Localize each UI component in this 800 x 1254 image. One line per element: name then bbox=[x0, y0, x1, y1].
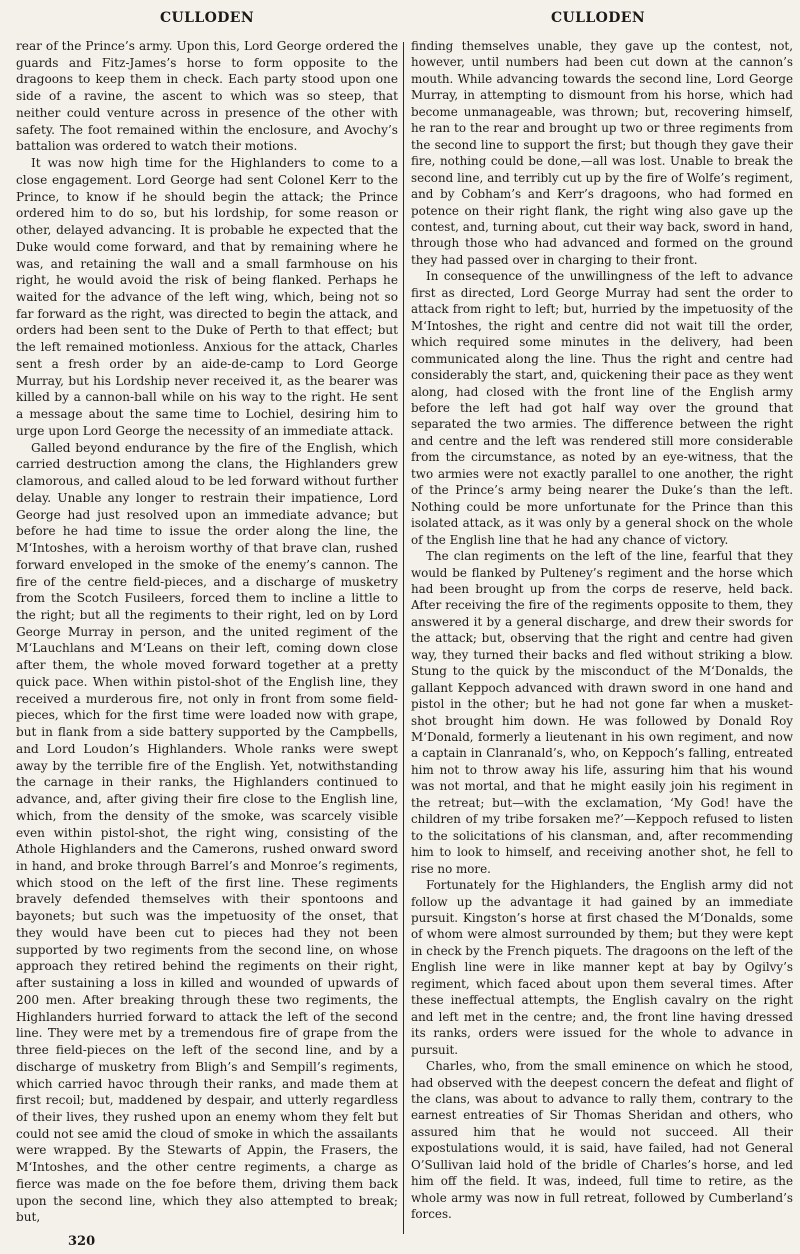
paragraph: finding themselves unable, they gave up the contest, not, however, until numbers had been cut down at the cannon’s mouth. While advancing towards the second line, Lord George Murray, in attempting to dismount from his horse, which had become unmanageable, was thrown; but, recovering himself, he ran to the rear and brought up two or three regiments from the second line to support the first; but though they gave their fire, nothing could be done,—all was lost. Unable to break the second line, and terribly cut up by the fire of Wolfe’s regiment, and by Cobham’s and Kerr’s dragoons, who had formed en potence on their right flank, the right wing also gave up the contest, and, turning about, cut their way back, sword in hand, through those who had advanced and formed on the ground they had passed over in charging to their front. bbox=[411, 39, 793, 267]
running-head-left: CULLODEN bbox=[160, 10, 255, 26]
paragraph: Charles, who, from the small eminence on which he stood, had observed with the deepest concern the defeat and flight of the clans, was about to advance to rally them, contrary to the earnest entreaties of Sir Thomas Sheridan and others, who assured him that he would not succeed. All their expostulations would, it is said, have failed, had not General O’Sullivan laid hold of the bridle of Charles’s horse, and led him off the field. It was, indeed, full time to retire, as the whole army was now in full retreat, followed by Cumberland’s forces. bbox=[411, 1059, 793, 1222]
paragraph: Galled beyond endurance by the fire of the English, which carried destruction among the clans, the Highlanders grew clamorous, and called aloud to be led forward without further delay. Unable any longer to restrain their impatience, Lord George had just resolved upon an immediate advance; but before he had time to issue the order along the line, the M‘Intoshes, with a heroism worthy of that brave clan, rushed forward enveloped in the smoke of the enemy’s cannon. The fire of the centre field-pieces, and a discharge of musketry from the Scotch Fusileers, forced them to incline a little to the right; but all the regiments to their right, led on by Lord George Murray in person, and the united regiment of the M‘Lauchlans and M‘Leans on their left, coming down close after them, the whole moved forward together at a pretty quick pace. When within pistol-shot of the English line, they received a murderous fire, not only in front from some field-pieces, which for the first time were loaded now with grape, but in flank from a side battery supported by the Campbells, and Lord Loudon’s Highlanders. Whole ranks were swept away by the terrible fire of the English. Yet, notwithstanding the carnage in their ranks, the Highlanders continued to advance, and, after giving their fire close to the English line, which, from the density of the smoke, was scarcely visible even within pistol-shot, the right wing, consisting of the Athole Highlanders and the Camerons, rushed onward sword in hand, and broke through Barrel’s and Monroe’s regiments, which stood on the left of the first line. These regiments bravely defended themselves with their spontoons and bayonets; but such was the impetuosity of the onset, that they would have been cut to pieces had they not been supported by two regiments from the second line, on whose approach they retired behind the regiments on their right, after sustaining a loss in killed and wounded of upwards of 200 men. After breaking through these two regiments, the Highlanders hurried forward to attack the left of the second line. They were met by a tremendous fire of grape from the three field-pieces on the left of the second line, and by a discharge of musketry from Bligh’s and Sempill’s regiments, which carried havoc through their ranks, and made them at first recoil; but, maddened by despair, and utterly regardless of their lives, they rushed upon an enemy whom they felt but could not see amid the cloud of smoke in which the assailants were wrapped. By the Stewarts of Appin, the Frasers, the M‘Intoshes, and the other centre regiments, a charge as fierce was made on the foe before them, driving them back upon the second line, which they also attempted to break; but, bbox=[16, 440, 398, 1225]
page-number: 320 bbox=[68, 1234, 96, 1249]
paragraph: In consequence of the unwillingness of the left to advance first as directed, Lord George Murray had sent the order to attack from right to left; but, hurried by the impetuosity of the M‘Intoshes, the right and centre did not wait till the order, which required some minutes in the delivery, had been communicated along the line. Thus the right and centre had considerably the start, and, quickening their pace as they went along, had closed with the front line of the English army before the left had got half way over the ground that separated the two armies. The difference between the right and centre and the left was rendered still more considerable from the circumstance, as noted by an eye-witness, that the two armies were not exactly parallel to one another, the right of the Prince’s army being nearer the Duke’s than the left. Nothing could be more unfortunate for the Prince than this isolated attack, as it was only by a general shock on the whole of the English line that he had any chance of victory. bbox=[411, 269, 793, 547]
paragraph: It was now high time for the Highlanders to come to a close engagement. Lord George had sent Colonel Kerr to the Prince, to know if he should begin the attack; the Prince ordered him to do so, but his lordship, for some reason or other, delayed advancing. It is probable he expected that the Duke would come forward, and that by remaining where he was, and retaining the wall and a small farmhouse on his right, he would avoid the risk of being flanked. Perhaps he waited for the advance of the left wing, which, being not so far forward as the right, was directed to begin the attack, and orders had been sent to the Duke of Perth to that effect; but the left remained motionless. Anxious for the attack, Charles sent a fresh order by an aide-de-camp to Lord George Murray, but his Lordship never received it, as the bearer was killed by a cannon-ball while on his way to the right. He sent a message about the same time to Lochiel, desiring him to urge upon Lord George the necessity of an immediate attack. bbox=[16, 156, 398, 438]
paragraph: Fortunately for the Highlanders, the English army did not follow up the advantage it had gained by an immediate pursuit. Kingston’s horse at first chased the M‘Donalds, some of whom were almost surrounded by them; but they were kept in check by the French piquets. The dragoons on the left of the English line were in like manner kept at bay by Ogilvy’s regiment, which faced about upon them several times. After these ineffectual attempts, the English cavalry on the right and left met in the centre; and, the front line having dressed its ranks, orders were issued for the whole to advance in pursuit. bbox=[411, 878, 793, 1057]
left-column bbox=[16, 38, 398, 1226]
column-divider bbox=[403, 42, 404, 1234]
paragraph: rear of the Prince’s army. Upon this, Lord George ordered the guards and Fitz-James’s horse to form opposite to the dragoons to keep them in check. Each party stood upon one side of a ravine, the ascent to which was so steep, that neither could venture across in presence of the other with safety. The foot remained within the enclosure, and Avochy’s battalion was ordered to watch their motions. bbox=[16, 39, 398, 154]
running-head-right: CULLODEN bbox=[551, 10, 646, 26]
right-column bbox=[411, 38, 793, 1223]
paragraph: The clan regiments on the left of the line, fearful that they would be flanked by Pulteney’s regiment and the horse which had been brought up from the corps de reserve, held back. After receiving the fire of the regiments opposite to them, they answered it by a general discharge, and drew their swords for the attack; but, observing that the right and centre had given way, they turned their backs and fled without striking a blow. Stung to the quick by the misconduct of the M‘Donalds, the gallant Keppoch advanced with drawn sword in one hand and pistol in the other; but he had not gone far when a musket-shot brought him down. He was followed by Donald Roy M‘Donald, formerly a lieutenant in his own regiment, and now a captain in Clanranald’s, who, on Keppoch’s falling, entreated him not to throw away his life, assuring him that his wound was not mortal, and that he might easily join his regiment in the retreat; but—with the exclamation, ‘My God! have the children of my tribe forsaken me?’—Keppoch refused to listen to the solicitations of his clansman, and, after recommending him to look to himself, and receiving another shot, he fell to rise no more. bbox=[411, 549, 793, 876]
